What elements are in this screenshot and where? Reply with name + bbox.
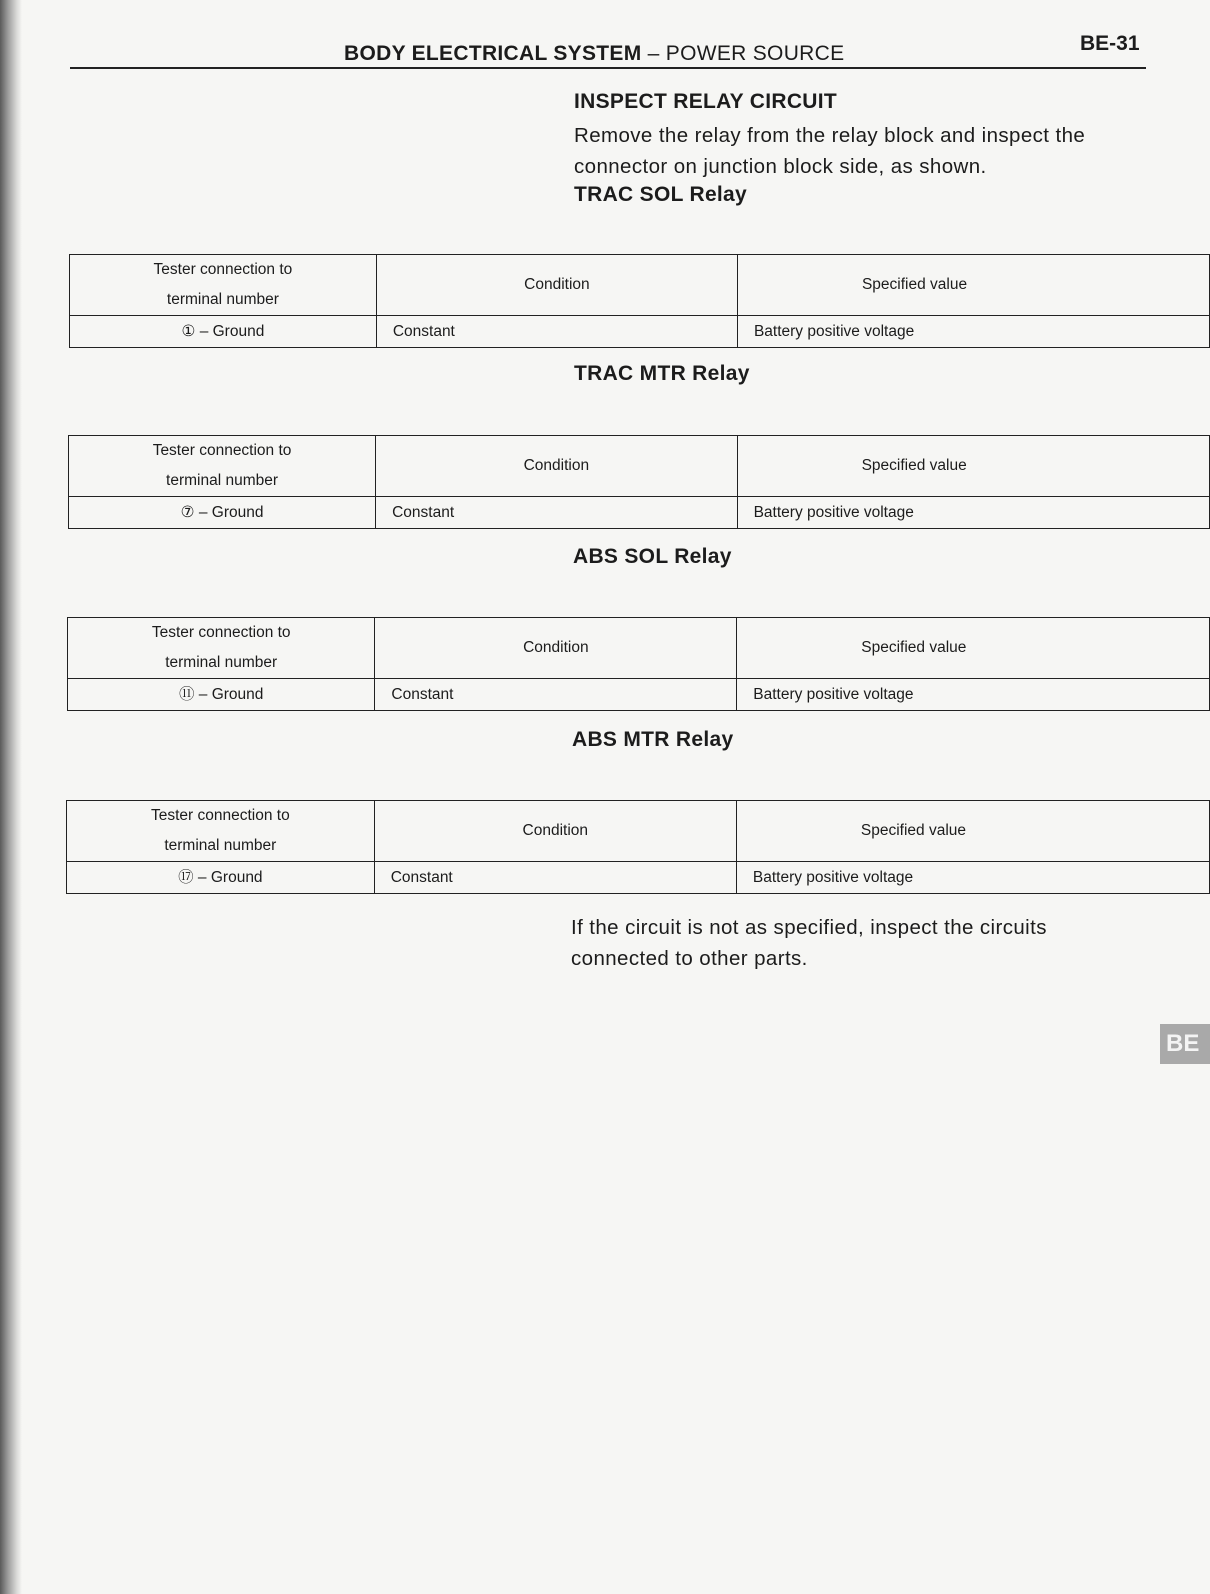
header-title-dash: – — [641, 42, 666, 65]
cell-condition: Constant — [375, 679, 737, 711]
table-header-row — [69, 436, 1210, 497]
relay-table-abs-sol — [67, 617, 1210, 711]
col-header-specified: Specified value — [737, 255, 1209, 316]
footer-note-line-2: connected to other parts. — [571, 947, 808, 970]
table-header-row — [68, 618, 1210, 679]
section-side-tab: BE — [1160, 1024, 1210, 1064]
col-header-tester — [67, 801, 375, 862]
col-header-tester-line2: terminal number — [164, 837, 277, 854]
col-header-condition: Condition — [376, 255, 737, 316]
page-header-title — [344, 42, 844, 66]
relay-table-abs-mtr — [66, 800, 1210, 894]
col-header-tester-line2: terminal number — [165, 654, 278, 671]
col-header-specified: Specified value — [736, 801, 1209, 862]
cell-terminal: ⑪ – Ground — [68, 679, 375, 711]
table-row — [70, 316, 1210, 348]
page-number: BE-31 — [1080, 32, 1140, 55]
table-header-row — [67, 801, 1210, 862]
section-heading: INSPECT RELAY CIRCUIT — [574, 90, 838, 113]
table-header-row — [70, 255, 1210, 316]
table-row — [67, 862, 1210, 894]
col-header-specified: Specified value — [737, 618, 1210, 679]
table-title-trac-sol: TRAC SOL Relay — [574, 183, 748, 206]
cell-terminal: ⑰ – Ground — [67, 862, 375, 894]
cell-specified: Battery positive voltage — [737, 316, 1209, 348]
col-header-tester-line1: Tester connection to — [151, 624, 291, 641]
cell-condition: Constant — [376, 316, 737, 348]
table-row — [68, 679, 1210, 711]
cell-specified: Battery positive voltage — [737, 679, 1210, 711]
section-intro — [574, 120, 1085, 182]
footer-note — [571, 912, 1047, 974]
cell-specified: Battery positive voltage — [736, 862, 1209, 894]
col-header-condition: Condition — [376, 436, 737, 497]
cell-specified: Battery positive voltage — [737, 497, 1209, 529]
cell-condition: Constant — [374, 862, 736, 894]
header-title-main: BODY ELECTRICAL SYSTEM — [344, 42, 642, 65]
header-rule — [70, 67, 1146, 69]
col-header-tester — [69, 436, 376, 497]
col-header-tester-line2: terminal number — [166, 291, 279, 308]
relay-table-trac-sol — [69, 254, 1210, 348]
col-header-specified: Specified value — [737, 436, 1209, 497]
col-header-condition: Condition — [374, 801, 736, 862]
header-title-sub: POWER SOURCE — [665, 42, 845, 65]
relay-table-trac-mtr — [68, 435, 1210, 529]
cell-terminal: ⑦ – Ground — [69, 497, 376, 529]
table-title-abs-mtr: ABS MTR Relay — [572, 728, 734, 751]
footer-note-line-1: If the circuit is not as specified, inspect the circuits — [571, 916, 1047, 939]
intro-line-1: Remove the relay from the relay block and inspect the — [574, 124, 1086, 147]
cell-condition: Constant — [376, 497, 737, 529]
col-header-condition: Condition — [375, 618, 737, 679]
table-row — [69, 497, 1210, 529]
cell-terminal: ① – Ground — [70, 316, 377, 348]
col-header-tester-line1: Tester connection to — [152, 442, 292, 459]
col-header-tester-line2: terminal number — [166, 472, 279, 489]
col-header-tester — [68, 618, 375, 679]
table-title-abs-sol: ABS SOL Relay — [573, 545, 732, 568]
table-title-trac-mtr: TRAC MTR Relay — [574, 362, 750, 385]
binding-shadow — [0, 0, 22, 1594]
col-header-tester-line1: Tester connection to — [150, 807, 290, 824]
col-header-tester — [70, 255, 377, 316]
col-header-tester-line1: Tester connection to — [153, 261, 293, 278]
intro-line-2: connector on junction block side, as shown. — [574, 155, 987, 178]
